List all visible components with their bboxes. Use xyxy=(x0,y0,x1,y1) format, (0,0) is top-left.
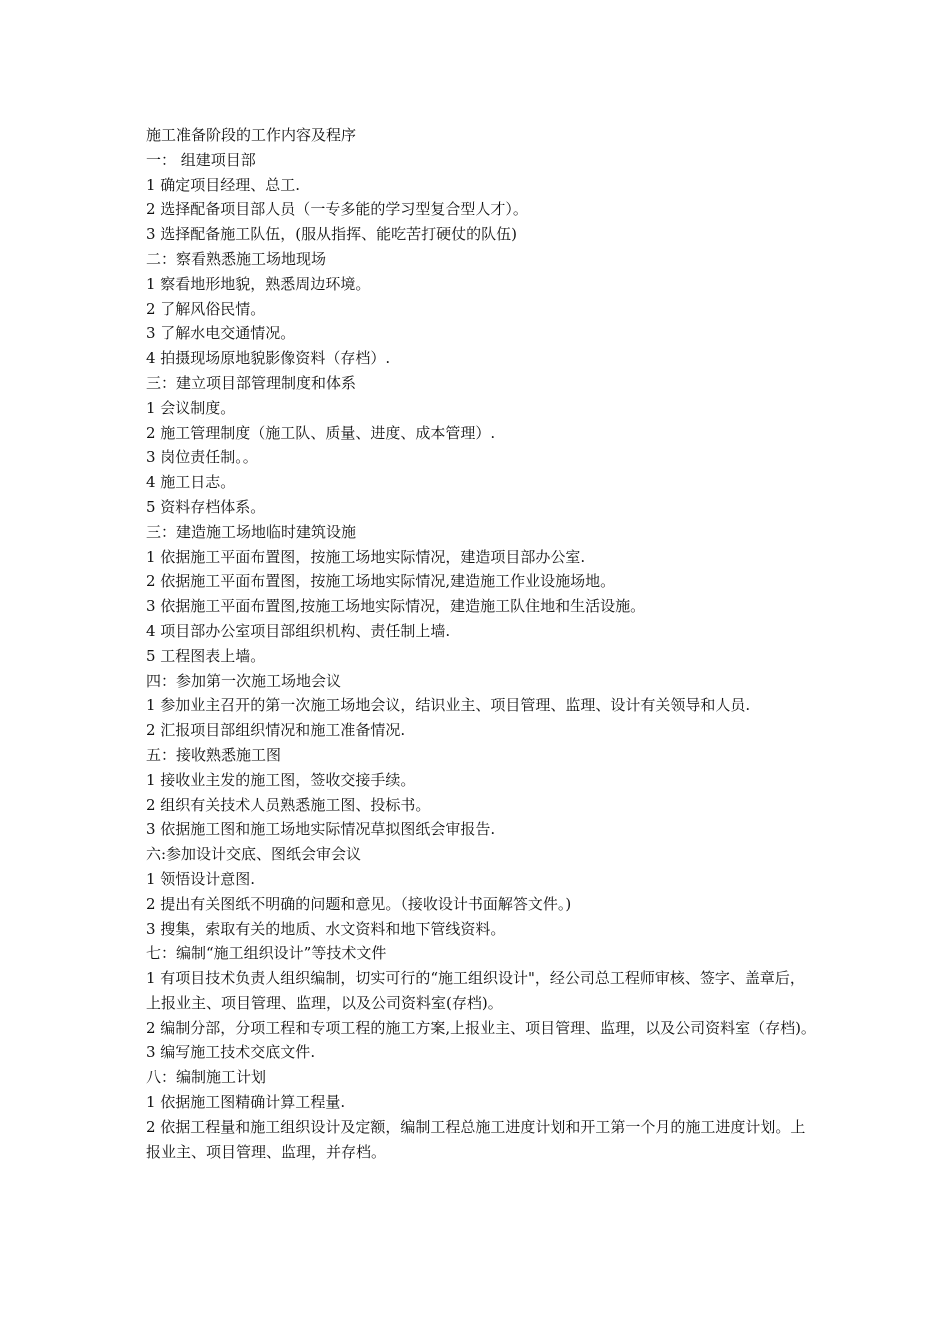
list-item: 2 组织有关技术人员熟悉施工图、投标书。 xyxy=(146,795,431,814)
list-item: 4 施工日志。 xyxy=(146,473,236,492)
list-item: 2 编制分部，分项工程和专项工程的施工方案,上报业主、项目管理、监理，以及公司资料室（存档)。 xyxy=(146,1018,816,1037)
list-item: 3 选择配备施工队伍，(服从指挥、能吃苦打硬仗的队伍) xyxy=(146,225,518,244)
section-heading-7: 七：编制“施工组织设计”等技术文件 xyxy=(146,944,387,963)
list-item: 3 岗位责任制。。 xyxy=(146,448,258,467)
document-body xyxy=(146,123,818,1164)
list-item: 5 工程图表上墙。 xyxy=(146,646,266,665)
section-heading-4: 四：参加第一次施工场地会议 xyxy=(146,671,342,690)
section-heading-3b: 三：建造施工场地临时建筑设施 xyxy=(146,522,357,541)
list-item: 5 资料存档体系。 xyxy=(146,497,266,516)
section-heading-2: 二：察看熟悉施工场地现场 xyxy=(146,249,327,268)
list-item: 1 会议制度。 xyxy=(146,398,236,417)
list-item: 3 依据施工平面布置图,按施工场地实际情况，建造施工队住地和生活设施。 xyxy=(146,597,646,616)
list-item: 3 编写施工技术交底文件. xyxy=(146,1043,316,1062)
list-item: 1 依据施工平面布置图，按施工场地实际情况，建造项目部办公室. xyxy=(146,547,586,566)
list-item: 1 依据施工图精确计算工程量. xyxy=(146,1093,346,1112)
list-item: 2 汇报项目部组织情况和施工准备情况. xyxy=(146,721,406,740)
list-item: 3 了解水电交通情况。 xyxy=(146,324,296,343)
list-item: 2 依据施工平面布置图，按施工场地实际情况,建造施工作业设施场地。 xyxy=(146,572,616,591)
list-item: 2 选择配备项目部人员（一专多能的学习型复合型人才）。 xyxy=(146,200,528,219)
section-heading-3: 三：建立项目部管理制度和体系 xyxy=(146,373,357,392)
list-item: 1 接收业主发的施工图，签收交接手续。 xyxy=(146,770,416,789)
list-item: 1 察看地形地貌，熟悉周边环境。 xyxy=(146,274,371,293)
list-item: 3 搜集，索取有关的地质、水文资料和地下管线资料。 xyxy=(146,919,506,938)
section-heading-8: 八：编制施工计划 xyxy=(146,1068,267,1087)
list-item: 4 拍摄现场原地貌影像资料（存档）. xyxy=(146,349,391,368)
list-item: 4 项目部办公室项目部组织机构、责任制上墙. xyxy=(146,621,451,640)
list-item: 1 有项目技术负责人组织编制，切实可行的“施工组织设计"，经公司总工程师审核、签字、盖章后，上报业主、项目管理、监理，以及公司资料室(存档)。 xyxy=(146,969,805,1012)
section-heading-1: 一： 组建项目部 xyxy=(146,150,256,169)
list-item: 2 施工管理制度（施工队、质量、进度、成本管理）. xyxy=(146,423,496,442)
list-item: 2 了解风俗民情。 xyxy=(146,299,266,318)
list-item: 3 依据施工图和施工场地实际情况草拟图纸会审报告. xyxy=(146,820,496,839)
list-item: 2 提出有关图纸不明确的问题和意见。（接收设计书面解答文件。) xyxy=(146,894,572,913)
document-title: 施工准备阶段的工作内容及程序 xyxy=(146,126,357,144)
section-heading-5: 五：接收熟悉施工图 xyxy=(146,745,282,764)
list-item: 1 领悟设计意图. xyxy=(146,869,256,888)
list-item: 1 确定项目经理、总工. xyxy=(146,175,301,194)
list-item: 1 参加业主召开的第一次施工场地会议，结识业主、项目管理、监理、设计有关领导和人员. xyxy=(146,696,751,715)
section-heading-6: 六:参加设计交底、图纸会审会议 xyxy=(146,845,362,864)
list-item: 2 依据工程量和施工组织设计及定额，编制工程总施工进度计划和开工第一个月的施工进度计划。上报业主、项目管理、监理，并存档。 xyxy=(146,1117,806,1161)
